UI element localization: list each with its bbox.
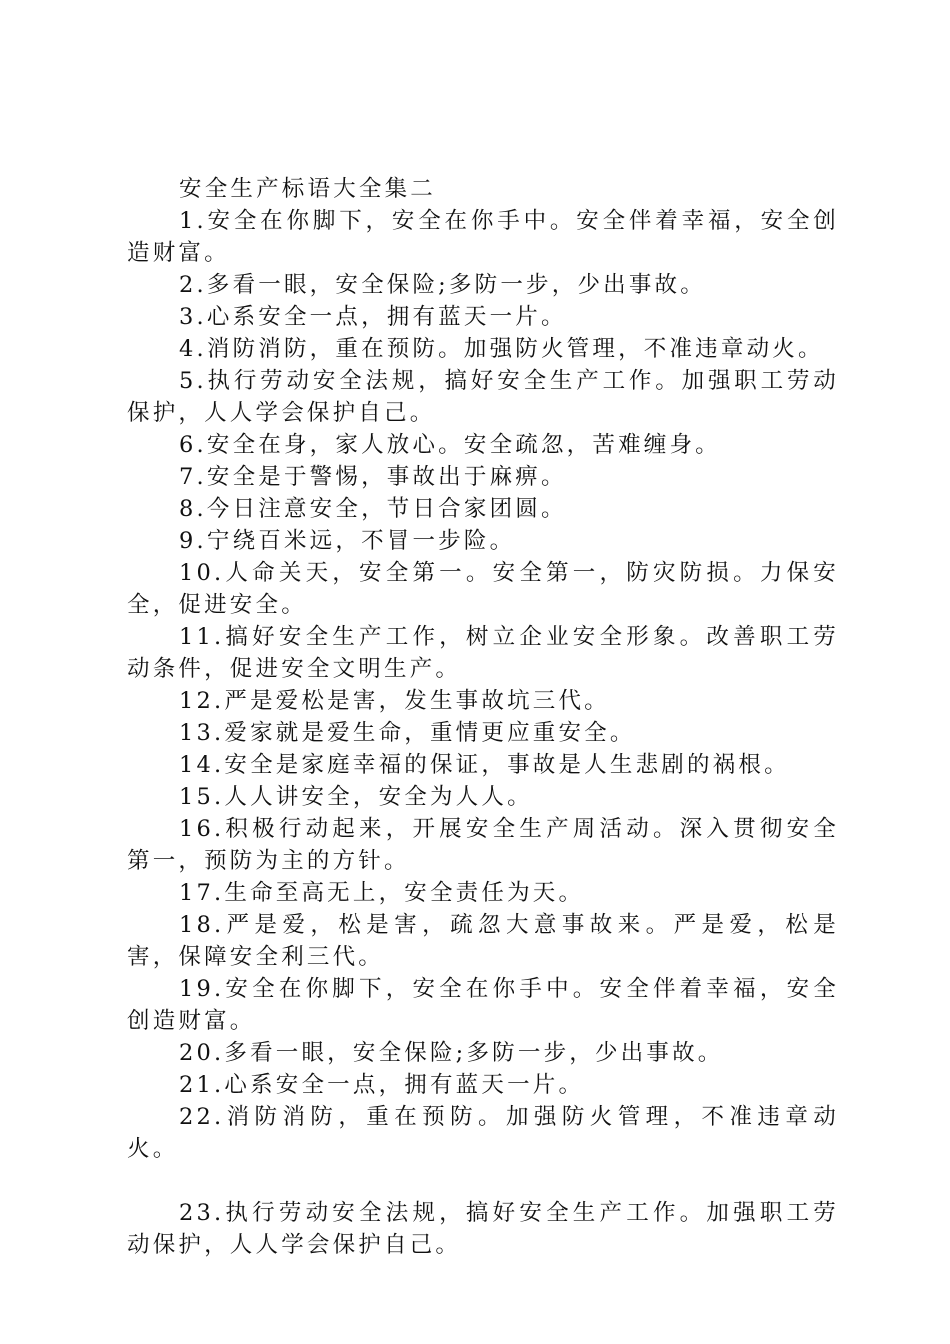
slogan-item: 9.宁绕百米远，不冒一步险。 bbox=[179, 528, 516, 554]
slogan-item: 22.消防消防，重在预防。加强防火管理，不准违章动火。 bbox=[127, 1104, 839, 1162]
slogan-item: 11.搞好安全生产工作，树立企业安全形象。改善职工劳动条件，促进安全文明生产。 bbox=[127, 624, 839, 682]
slogan-item: 8.今日注意安全，节日合家团圆。 bbox=[179, 496, 567, 522]
slogan-item: 21.心系安全一点，拥有蓝天一片。 bbox=[179, 1072, 585, 1098]
document-title: 安全生产标语大全集二 bbox=[179, 176, 437, 202]
slogan-item: 18.严是爱，松是害，疏忽大意事故来。严是爱，松是害，保障安全利三代。 bbox=[127, 912, 839, 970]
slogan-item: 15.人人讲安全，安全为人人。 bbox=[179, 784, 533, 810]
slogan-item: 1.安全在你脚下，安全在你手中。安全伴着幸福，安全创造财富。 bbox=[127, 208, 839, 266]
slogan-item: 2.多看一眼，安全保险;多防一步，少出事故。 bbox=[179, 272, 706, 298]
slogan-item: 23.执行劳动安全法规，搞好安全生产工作。加强职工劳动保护，人人学会保护自己。 bbox=[127, 1200, 839, 1258]
slogan-item: 20.多看一眼，安全保险;多防一步，少出事故。 bbox=[179, 1040, 724, 1066]
slogan-item: 12.严是爱松是害，发生事故坑三代。 bbox=[179, 688, 610, 714]
slogan-item: 13.爱家就是爱生命，重情更应重安全。 bbox=[179, 720, 636, 746]
slogan-item: 7.安全是于警惕，事故出于麻痹。 bbox=[179, 464, 567, 490]
document-body bbox=[127, 173, 839, 1261]
slogan-item: 19.安全在你脚下，安全在你手中。安全伴着幸福，安全创造财富。 bbox=[127, 976, 839, 1034]
slogan-item: 6.安全在身，家人放心。安全疏忽，苦难缠身。 bbox=[179, 432, 721, 458]
slogan-item: 17.生命至高无上，安全责任为天。 bbox=[179, 880, 585, 906]
slogan-item: 5.执行劳动安全法规，搞好安全生产工作。加强职工劳动保护，人人学会保护自己。 bbox=[127, 368, 839, 426]
slogan-item: 14.安全是家庭幸福的保证，事故是人生悲剧的祸根。 bbox=[179, 752, 790, 778]
slogan-item: 16.积极行动起来，开展安全生产周活动。深入贯彻安全第一，预防为主的方针。 bbox=[127, 816, 839, 874]
slogan-item: 3.心系安全一点，拥有蓝天一片。 bbox=[179, 304, 567, 330]
slogan-item: 10.人命关天，安全第一。安全第一，防灾防损。力保安全，促进安全。 bbox=[127, 560, 839, 618]
slogan-item: 4.消防消防，重在预防。加强防火管理，不准违章动火。 bbox=[179, 336, 824, 362]
